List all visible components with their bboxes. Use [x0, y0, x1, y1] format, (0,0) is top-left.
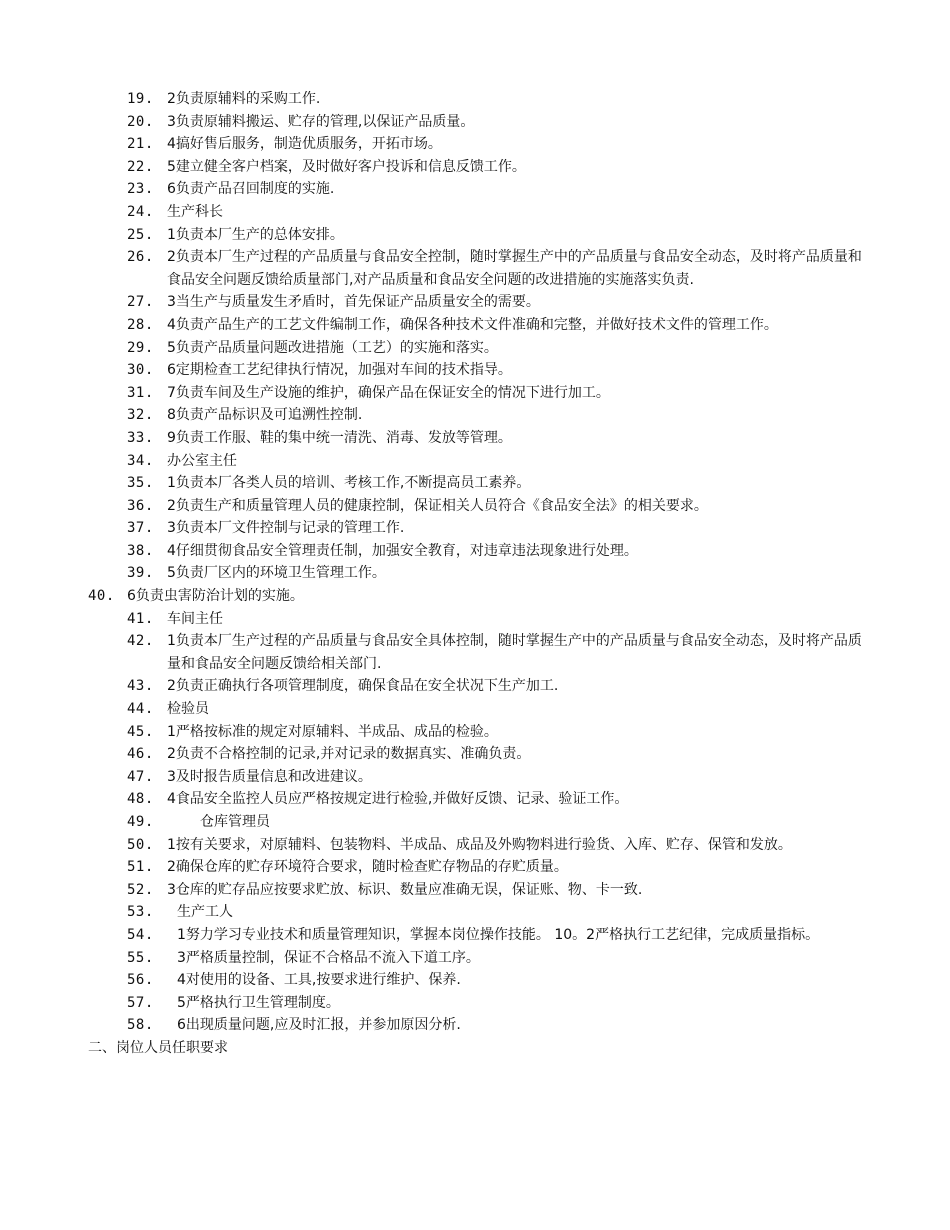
- list-item: [0, 675, 950, 698]
- item-text: 仓库管理员: [200, 814, 270, 830]
- item-number: 35.: [127, 475, 154, 492]
- item-text: 5负责产品质量问题改进措施（工艺）的实施和落实。: [167, 339, 498, 356]
- list-item: [0, 969, 950, 992]
- list-item: [0, 901, 950, 924]
- item-number: 49.: [127, 814, 154, 830]
- list-item: [0, 359, 950, 382]
- item-number: 44.: [127, 701, 154, 718]
- item-text: 4对使用的设备、工具,按要求进行维护、保养.: [177, 972, 461, 989]
- item-number: 38.: [127, 542, 154, 559]
- item-number: 45.: [127, 723, 154, 740]
- list-item: [0, 382, 950, 405]
- item-number: 24.: [127, 203, 154, 220]
- item-number: 29.: [127, 339, 154, 356]
- item-text: 1负责本厂各类人员的培训、考核工作,不断提高员工素养。: [167, 475, 531, 492]
- item-number: 51.: [127, 859, 154, 876]
- item-text: 9负责工作服、鞋的集中统一清洗、消毒、发放等管理。: [167, 429, 512, 446]
- item-text: 8负责产品标识及可追溯性控制.: [167, 407, 363, 424]
- list-item: [0, 766, 950, 789]
- list-item: [0, 585, 950, 608]
- list-item: [0, 246, 950, 291]
- item-number: 55.: [127, 949, 154, 966]
- item-text: 2负责生产和质量管理人员的健康控制，保证相关人员符合《食品安全法》的相关要求。: [167, 497, 708, 514]
- item-text: 7负责车间及生产设施的维护，确保产品在保证安全的情况下进行加工。: [167, 384, 610, 401]
- item-text: 4负责产品生产的工艺文件编制工作，确保各种技术文件准确和完整，并做好技术文件的管理工作。: [167, 316, 778, 333]
- duty-list: [0, 88, 950, 1060]
- list-item: [0, 721, 950, 744]
- item-number: 39.: [127, 565, 154, 582]
- list-item: [0, 291, 950, 314]
- item-text: 车间主任: [167, 610, 223, 627]
- item-text: 5严格执行卫生管理制度。: [177, 994, 340, 1011]
- item-text: 6出现质量问题,应及时汇报，并参加原因分析.: [177, 1017, 461, 1034]
- item-number: 27.: [127, 294, 154, 311]
- list-item: [0, 608, 950, 631]
- item-number: 36.: [127, 497, 154, 514]
- item-number: 52.: [127, 881, 154, 898]
- item-text: 1负责本厂生产过程的产品质量与食品安全具体控制，随时掌握生产中的产品质量与食品安全动态，及时将产品质量和食品安全问题反馈给相关部门.: [167, 633, 862, 672]
- item-number: 33.: [127, 429, 154, 446]
- item-text: 5建立健全客户档案，及时做好客户投诉和信息反馈工作。: [167, 158, 526, 175]
- item-number: 54.: [127, 926, 154, 943]
- list-item: [0, 788, 950, 811]
- item-text: 3仓库的贮存品应按要求贮放、标识、数量应准确无误，保证账、物、卡一致.: [167, 881, 643, 898]
- list-item: [0, 562, 950, 585]
- item-number: 25.: [127, 226, 154, 243]
- item-number: 48.: [127, 791, 154, 808]
- item-text: 4食品安全监控人员应严格按规定进行检验,并做好反馈、记录、验证工作。: [167, 791, 629, 808]
- list-item: [0, 947, 950, 970]
- item-number: 26.: [127, 249, 154, 266]
- item-number: 21.: [127, 136, 154, 153]
- item-text: 5负责厂区内的环境卫生管理工作。: [167, 565, 386, 582]
- item-text: 2负责不合格控制的记录,并对记录的数据真实、准确负责。: [167, 746, 531, 763]
- item-text: 生产工人: [177, 904, 233, 921]
- item-number: 32.: [127, 407, 154, 424]
- item-number: 47.: [127, 768, 154, 785]
- item-number: 58.: [127, 1017, 154, 1034]
- item-number: 23.: [127, 181, 154, 198]
- list-item: [0, 133, 950, 156]
- list-item: [0, 450, 950, 473]
- list-item: [0, 856, 950, 879]
- item-text: 6负责产品召回制度的实施.: [167, 181, 335, 198]
- list-item: [0, 879, 950, 902]
- item-text: 3负责本厂文件控制与记录的管理工作.: [167, 520, 405, 537]
- item-number: 19.: [127, 91, 154, 107]
- item-number: 46.: [127, 746, 154, 763]
- section-heading: 二、岗位人员任职要求: [88, 1039, 228, 1056]
- item-text: 2负责正确执行各项管理制度，确保食品在安全状况下生产加工.: [167, 678, 559, 695]
- item-text: 3及时报告质量信息和改进建议。: [167, 768, 372, 785]
- item-text: 4仔细贯彻食品安全管理责任制，加强安全教育，对违章违法现象进行处理。: [167, 542, 638, 559]
- list-item: [0, 834, 950, 857]
- list-item: [0, 698, 950, 721]
- item-text: 2负责本厂生产过程的产品质量与食品安全控制，随时掌握生产中的产品质量与食品安全动态，及时将产品质量和食品安全问题反馈给质量部门,对产品质量和食品安全问题的改进措施的实施落实负责.: [167, 249, 862, 288]
- item-text: 1严格按标准的规定对原辅料、半成品、成品的检验。: [167, 723, 498, 740]
- list-item: [0, 314, 950, 337]
- list-item: [0, 156, 950, 179]
- list-item: [0, 517, 950, 540]
- item-number: 50.: [127, 836, 154, 853]
- item-text: 检验员: [167, 701, 209, 718]
- item-text: 1按有关要求，对原辅料、包装物料、半成品、成品及外购物料进行验货、入库、贮存、保管和发放。: [167, 836, 792, 853]
- item-text: 6负责虫害防治计划的实施。: [127, 588, 304, 605]
- item-text: 6定期检查工艺纪律执行情况，加强对车间的技术指导。: [167, 362, 512, 379]
- list-item: [0, 111, 950, 134]
- item-number: 42.: [127, 633, 154, 650]
- list-item: [0, 1014, 950, 1037]
- item-number: 30.: [127, 362, 154, 379]
- list-item: [0, 224, 950, 247]
- list-item: [0, 992, 950, 1015]
- item-text: 2负责原辅料的采购工作.: [167, 91, 321, 107]
- list-item: [0, 540, 950, 563]
- list-item: [0, 337, 950, 360]
- list-item: [0, 811, 950, 834]
- item-number: 57.: [127, 994, 154, 1011]
- list-item: [0, 495, 950, 518]
- item-text: 1努力学习专业技术和质量管理知识，掌握本岗位操作技能。 10。2严格执行工艺纪律，完成质量指标。: [177, 926, 820, 943]
- list-item: [0, 472, 950, 495]
- list-item: [0, 924, 950, 947]
- item-text: 3负责原辅料搬运、贮存的管理,以保证产品质量。: [167, 113, 475, 130]
- item-number: 56.: [127, 972, 154, 989]
- item-number: 43.: [127, 678, 154, 695]
- item-number: 34.: [127, 452, 154, 469]
- item-number: 37.: [127, 520, 154, 537]
- list-item: [0, 427, 950, 450]
- list-item: [0, 201, 950, 224]
- item-number: 40.: [88, 588, 115, 605]
- item-number: 22.: [127, 158, 154, 175]
- item-text: 4搞好售后服务，制造优质服务，开拓市场。: [167, 136, 442, 153]
- item-text: 3严格质量控制，保证不合格品不流入下道工序。: [177, 949, 480, 966]
- item-text: 2确保仓库的贮存环境符合要求，随时检查贮存物品的存贮质量。: [167, 859, 568, 876]
- item-text: 生产科长: [167, 203, 223, 220]
- item-number: 28.: [127, 316, 154, 333]
- item-number: 20.: [127, 113, 154, 130]
- list-item: [0, 743, 950, 766]
- item-number: 41.: [127, 610, 154, 627]
- item-number: 31.: [127, 384, 154, 401]
- list-item: [0, 404, 950, 427]
- item-number: 53.: [127, 904, 154, 921]
- item-text: 1负责本厂生产的总体安排。: [167, 226, 344, 243]
- item-text: 办公室主任: [167, 452, 237, 469]
- item-text: 3当生产与质量发生矛盾时，首先保证产品质量安全的需要。: [167, 294, 540, 311]
- list-item: [0, 88, 950, 111]
- list-item: [0, 178, 950, 201]
- list-item: [0, 630, 950, 675]
